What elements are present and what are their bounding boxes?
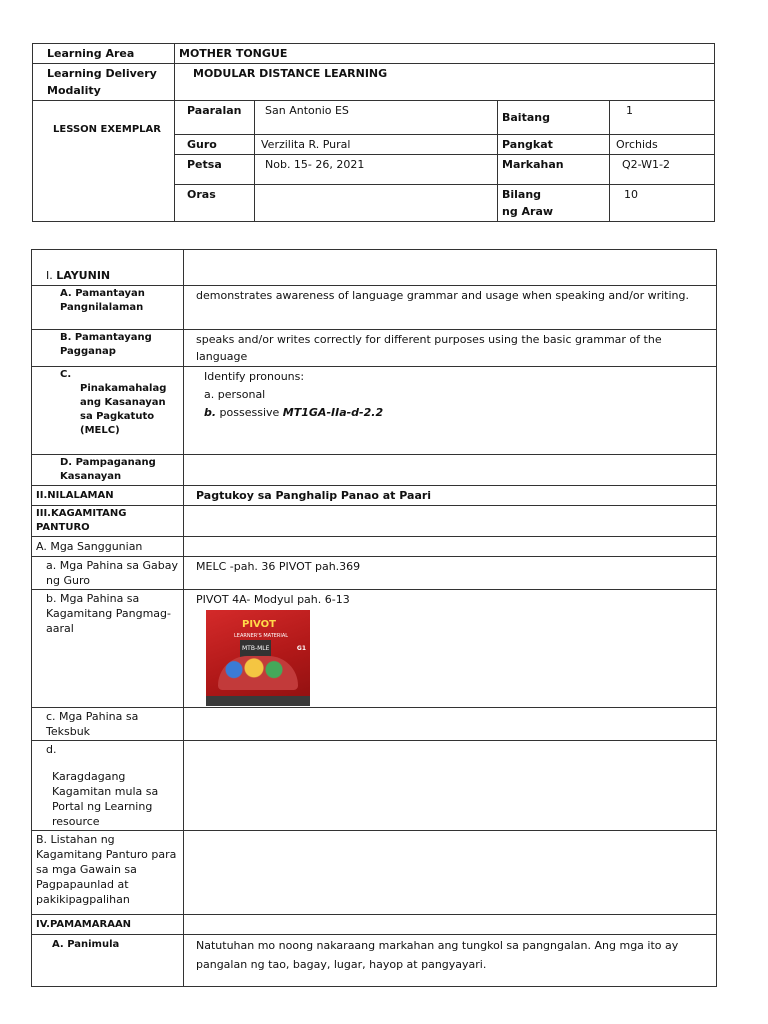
lesson-plan-table	[31, 249, 717, 987]
time-value	[255, 185, 498, 222]
days-value: 10	[610, 185, 715, 222]
quarter-value: Q2-W1-2	[610, 155, 715, 185]
date-value: Nob. 15- 26, 2021	[255, 155, 498, 185]
textbook-label: c. Mga Pahina sa Teksbuk	[32, 708, 184, 741]
content-label: II.NILALAMAN	[32, 486, 184, 506]
content-value: Pagtukoy sa Panghalip Panao at Paari	[184, 486, 717, 506]
header-table	[32, 43, 715, 222]
time-label: Oras	[175, 185, 255, 222]
teacher-value: Verzilita R. Pural	[255, 135, 498, 155]
learners-material-cell	[184, 590, 717, 708]
melc-line2: a. personal	[204, 388, 266, 401]
procedure-label: IV.PAMAMARAAN	[32, 915, 184, 935]
book-grade: G1	[296, 645, 306, 652]
introduction-label: A. Panimula	[32, 935, 184, 987]
portal-label-cell	[32, 741, 184, 831]
pivot-book-cover-image	[206, 610, 310, 706]
melc-line3: b. possessive MT1GA-IIa-d-2.2	[204, 406, 384, 419]
teachers-guide-label: a. Mga Pahina sa Gabay ng Guro	[32, 557, 184, 590]
learners-material-label: b. Mga Pahina sa Kagamitang Pangmag-aaral	[32, 590, 184, 708]
school-label: Paaralan	[175, 101, 255, 135]
book-subtitle: LEARNER'S MATERIAL	[234, 633, 289, 639]
introduction-value: Natutuhan mo noong nakaraang markahan ang tungkol sa pangngalan. Ang mga ito ay pangalan ng tao, bagay, lugar, hayop at pangyayari.	[184, 935, 717, 987]
learning-area-value: MOTHER TONGUE	[175, 44, 715, 64]
grade-label: Baitang	[498, 101, 610, 135]
melc-label: Pinakamahalag ang Kasanayan sa Pagkatuto (MELC)	[80, 383, 167, 436]
exemplar-label: LESSON EXEMPLAR	[33, 101, 175, 222]
book-title: PIVOT	[242, 619, 276, 630]
melc-label-cell	[32, 367, 184, 455]
teacher-label: Guro	[175, 135, 255, 155]
learners-material-value: PIVOT 4A- Modyul pah. 6-13	[196, 593, 350, 606]
quarter-label: Markahan	[498, 155, 610, 185]
delivery-value: MODULAR DISTANCE LEARNING	[175, 64, 715, 101]
melc-letter: C.	[60, 369, 72, 380]
grade-value: 1	[610, 101, 715, 135]
enabling-skills-label: D. Pampaganang Kasanayan	[32, 455, 184, 486]
school-value: San Antonio ES	[255, 101, 498, 135]
days-label: Bilang ng Araw	[498, 185, 610, 222]
section-value: Orchids	[610, 135, 715, 155]
enabling-skills-value	[184, 455, 717, 486]
materials-list-label: B. Listahan ng Kagamitang Panturo para sa mga Gawain sa Pagpapaunlad at pakikipagpalihan	[32, 831, 184, 915]
materials-label: III.KAGAMITANG PANTURO	[32, 506, 184, 537]
delivery-label: Learning Delivery Modality	[33, 64, 175, 101]
section-label: Pangkat	[498, 135, 610, 155]
content-standard-value: demonstrates awareness of language grammar and usage when speaking and/or writing.	[184, 286, 717, 330]
book-tag: MTB-MLE	[240, 640, 271, 657]
melc-cell	[184, 367, 717, 455]
references-label: A. Mga Sanggunian	[32, 537, 184, 557]
objectives-heading: I. LAYUNIN	[32, 250, 184, 286]
date-label: Petsa	[175, 155, 255, 185]
content-standard-label: A. Pamantayan Pangnilalaman	[32, 286, 184, 330]
portal-letter: d.	[46, 743, 57, 756]
performance-standard-label: B. Pamantayang Pagganap	[32, 330, 184, 367]
children-illustration	[218, 656, 298, 690]
melc-line1: Identify pronouns:	[204, 370, 305, 383]
portal-label: Karagdagang Kagamitan mula sa Portal ng Learning resource	[52, 770, 159, 828]
teachers-guide-value: MELC -pah. 36 PIVOT pah.369	[184, 557, 717, 590]
learning-area-label: Learning Area	[33, 44, 175, 64]
performance-standard-value: speaks and/or writes correctly for different purposes using the basic grammar of the language	[184, 330, 717, 367]
